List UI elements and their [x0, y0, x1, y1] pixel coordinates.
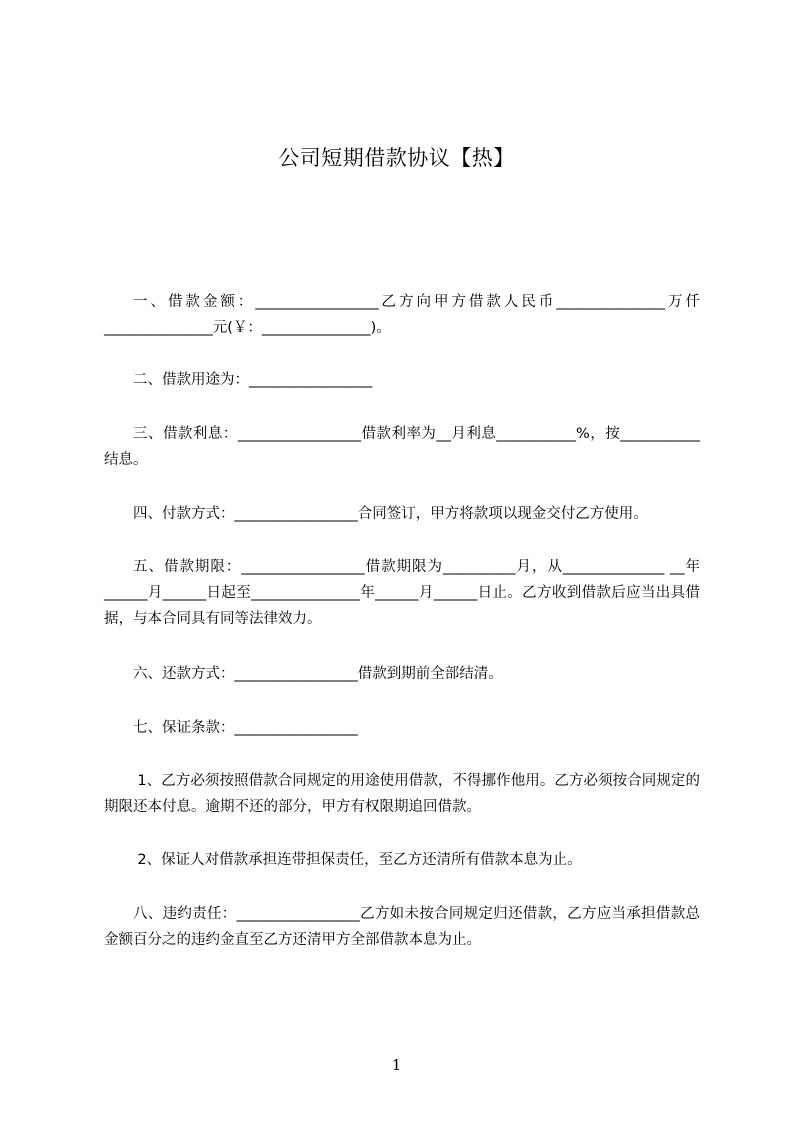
clause-guarantee-item-1: 1、乙方必须按照借款合同规定的用途使用借款，不得挪作他用。乙方必须按合同规定的期限还本付息。逾期不还的部分，甲方有权限期追回借款。 — [104, 773, 700, 815]
clause-loan-term: 五、借款期限：_________________借款期限为__________月，从______________ __年______月______日起至_______________年______月______日止。乙方收到借款后应当出具借据，与本合同具有同等法律效力。 — [104, 559, 700, 627]
page-number: 1 — [391, 1056, 402, 1074]
clause-guarantee-item-2: 2、保证人对借款承担连带担保责任，至乙方还清所有借款本息为止。 — [137, 852, 582, 868]
clause-payment-method: 四、付款方式：_________________合同签订，甲方将款项以现金交付乙方使用。 — [133, 506, 648, 522]
clause-guarantee: 七、保证条款：_________________ — [133, 720, 358, 736]
clause-loan-interest: 三、借款利息：_________________借款利率为__月利息___________%，按___________结息。 — [104, 426, 700, 468]
clause-repayment-method: 六、还款方式：_________________借款到期前全部结清。 — [133, 666, 503, 682]
clause-loan-purpose: 二、借款用途为：_________________ — [133, 372, 373, 388]
clause-breach-liability: 八、违约责任：_________________乙方如未按合同规定归还借款，乙方应当承担借款总金额百分之的违约金直至乙方还清甲方全部借款本息为止。 — [104, 906, 700, 948]
document-title: 公司短期借款协议【热】 — [278, 146, 515, 170]
clause-loan-amount: 一、借款金额：_________________乙方向甲方借款人民币_______________万仟_______________元(￥：_______________)。 — [104, 294, 700, 336]
